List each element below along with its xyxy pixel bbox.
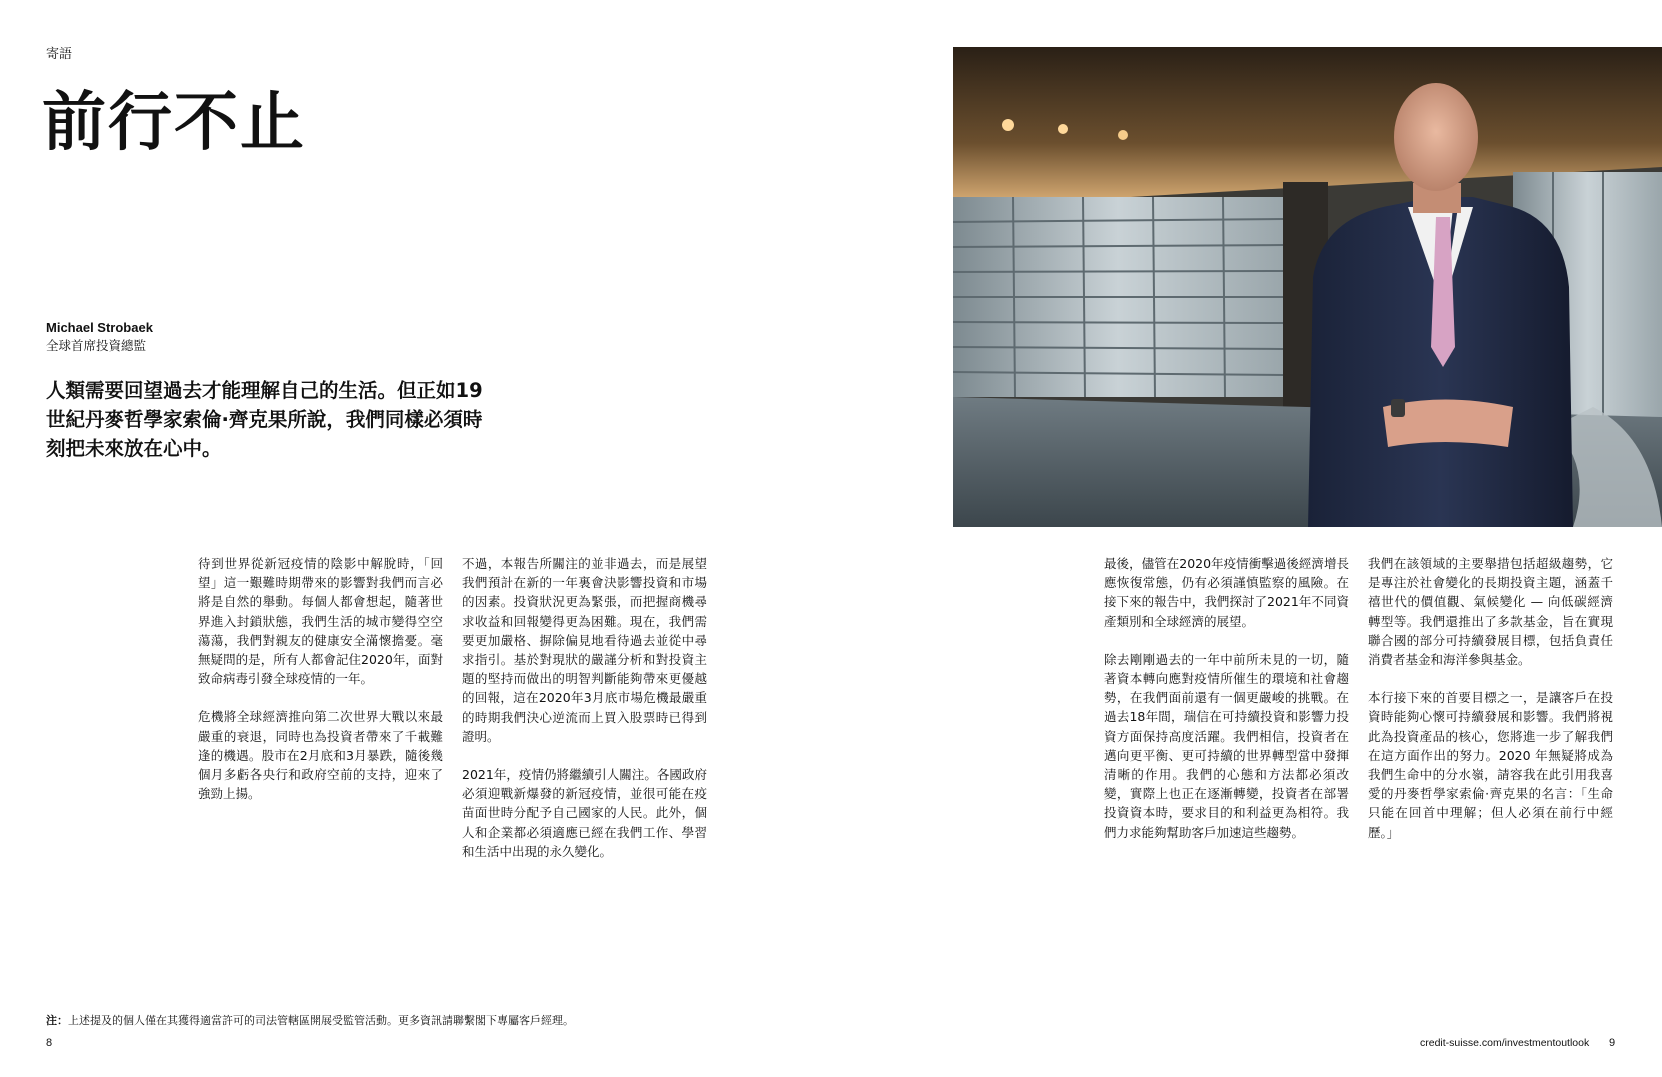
body-paragraph: 不過，本報告所關注的並非過去，而是展望我們預計在新的一年裏會決影響投資和市場的因素。投資狀況更為緊張，而把握商機尋求收益和回報變得更為困難。現在，我們需要更加嚴格、摒除偏見地看待過去並從中尋求指引。基於對現狀的嚴謹分析和對投資主題的堅持而做出的明智判斷能夠帶來更優越的回報，這在2020年3月底市場危機最嚴重的時期我們決心逆流而上買入股票時已得到證明。 [462,556,707,744]
body-paragraph: 2021年，疫情仍將繼續引人關注。各國政府必須迎戰新爆發的新冠疫情，並很可能在疫苗面世時分配予自己國家的人民。此外，個人和企業都必須適應已經在我們工作、學習和生活中出現的永久變化。 [462,767,707,859]
portrait-photo [953,47,1662,527]
text-column-2 [462,554,707,861]
page-number-left: 8 [46,1037,53,1049]
author-role: 全球首席投資總監 [46,338,147,353]
body-paragraph: 最後，儘管在2020年疫情衝擊過後經濟增長應恢復常態，仍有必須謹慎監察的風險。在接下來的報告中，我們探討了2021年不同資產類別和全球經濟的展望。 [1104,556,1349,629]
page-number-right: 9 [1609,1037,1616,1049]
body-paragraph: 我們在該領域的主要舉措包括超級趨勢，它是專注於社會變化的長期投資主題，涵蓋千禧世代的價值觀、氣候變化 — 向低碳經濟轉型等。我們還推出了多款基金，旨在實現聯合國的部分可持續發展目標，包括負責任消費者基金和海洋參與基金。 [1368,556,1613,668]
body-paragraph: 待到世界從新冠疫情的陰影中解脫時，「回望」這一艱難時期帶來的影響對我們而言必將是自然的舉動。每個人都會想起，隨著世界進入封鎖狀態，我們生活的城市變得空空蕩蕩，我們對親友的健康安全滿懷擔憂。毫無疑問的是，所有人都會記住2020年，面對致命病毒引發全球疫情的一年。 [198,556,443,687]
footnote [46,1012,574,1028]
section-label: 寄語 [46,47,73,62]
author-block [46,319,153,355]
text-column-1 [198,554,443,803]
body-paragraph: 本行接下來的首要目標之一，是讓客戶在投資時能夠心懷可持續發展和影響。我們將視此為投資產品的核心，您將進一步了解我們在這方面作出的努力。2020 年無疑將成為我們生命中的分水嶺，請容我在此引用我喜愛的丹麥哲學家索倫·齊克果的名言：「生命只能在回首中理解；但人必須在前行中經歷。」 [1368,690,1613,840]
page-title: 前行不止 [42,86,306,160]
text-column-4 [1368,554,1613,842]
body-paragraph: 危機將全球經濟推向第二次世界大戰以來最嚴重的衰退，同時也為投資者帶來了千載難逢的機遇。股市在2月底和3月暴跌，隨後幾個月多虧各央行和政府空前的支持，迎來了強勁上揚。 [198,709,443,802]
body-paragraph: 除去剛剛過去的一年中前所未見的一切，隨著資本轉向應對疫情所催生的環境和社會趨勢，在我們面前還有一個更嚴峻的挑戰。在過去18年間，瑞信在可持續投資和影響力投資方面保持高度活躍。我們相信，投資者在邁向更平衡、更可持續的世界轉型當中發揮清晰的作用。我們的心態和方法都必須改變，實際上也正在逐漸轉變，投資者在部署投資資本時，要求目的和利益更為相符。我們力求能夠幫助客戶加速這些趨勢。 [1104,651,1349,840]
text-column-3 [1104,554,1349,842]
author-name: Michael Strobaek [46,320,153,335]
footer-url[interactable]: credit-suisse.com/investmentoutlook [1420,1037,1590,1049]
footnote-label: 注： [46,1014,68,1027]
footnote-text: 上述提及的個人僅在其獲得適當許可的司法管轄區開展受監管活動。更多資訊請聯繫閣下專屬客戶經理。 [68,1014,574,1027]
lead-paragraph: 人類需要回望過去才能理解自己的生活。但正如19世紀丹麥哲學家索倫·齊克果所說，我們同樣必須時刻把未來放在心中。 [46,379,483,460]
